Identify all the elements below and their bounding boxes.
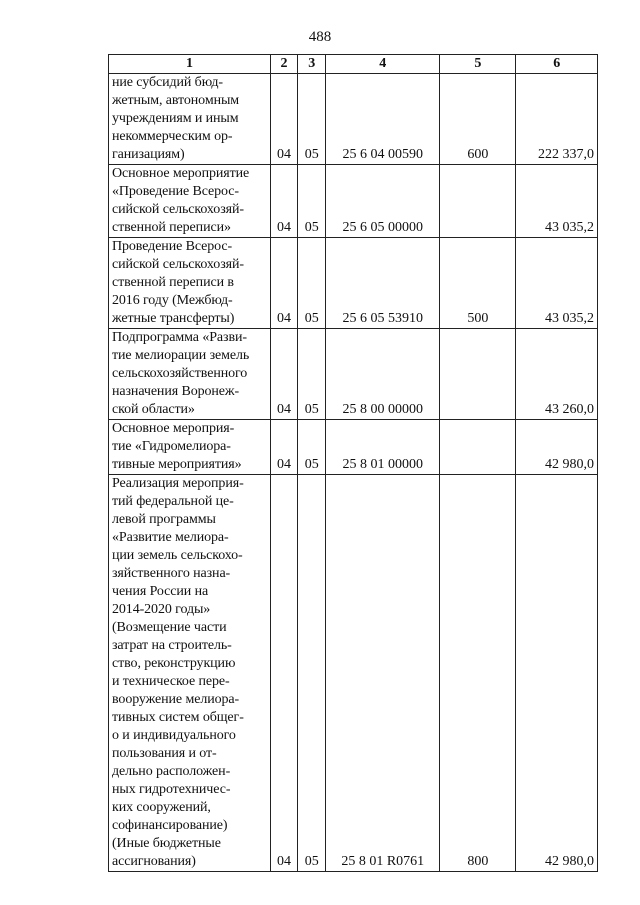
name-line: затрат на строитель- [112, 638, 232, 653]
table-row [109, 74, 598, 165]
subsection-cell: 05 [298, 420, 326, 475]
name-line: тивные мероприятия» [112, 457, 242, 472]
expense-type-cell: 800 [440, 475, 516, 872]
section-cell: 04 [270, 238, 297, 329]
name-line: учреждениям и иным [112, 111, 239, 126]
target-code-cell: 25 8 00 00000 [326, 329, 440, 420]
name-line: софинансирование) [112, 818, 228, 833]
amount-cell: 43 035,2 [516, 165, 598, 238]
name-line: чения России на [112, 584, 209, 599]
expense-type-cell [440, 420, 516, 475]
target-code-cell: 25 8 01 R0761 [326, 475, 440, 872]
name-line: 2016 году (Межбюд- [112, 293, 233, 308]
name-line: вооружение мелиора- [112, 692, 240, 707]
name-line: зяйственного назна- [112, 566, 231, 581]
name-line: (Возмещение части [112, 620, 227, 635]
table-body [109, 74, 598, 872]
amount-cell: 222 337,0 [516, 74, 598, 165]
subsection-cell: 05 [298, 329, 326, 420]
target-code-cell: 25 8 01 00000 [326, 420, 440, 475]
subsection-cell: 05 [298, 165, 326, 238]
header-col-1: 1 [109, 55, 271, 74]
name-line: сельскохозяйственного [112, 366, 248, 381]
target-code-cell: 25 6 05 00000 [326, 165, 440, 238]
target-code-cell: 25 6 04 00590 [326, 74, 440, 165]
section-cell: 04 [270, 329, 297, 420]
name-line: тие «Гидромелиора- [112, 439, 231, 454]
section-cell: 04 [270, 420, 297, 475]
table-row [109, 165, 598, 238]
name-line: ние субсидий бюд- [112, 75, 223, 90]
name-line: 2014-2020 годы» [112, 602, 211, 617]
name-line: дельно расположен- [112, 764, 231, 779]
amount-cell: 43 260,0 [516, 329, 598, 420]
name-line: Подпрограмма «Разви- [112, 330, 247, 345]
name-line: жетным, автономным [112, 93, 240, 108]
header-col-2: 2 [270, 55, 297, 74]
name-line: Основное мероприятие [112, 166, 250, 181]
name-line: «Проведение Всерос- [112, 184, 239, 199]
header-col-5: 5 [440, 55, 516, 74]
name-cell [109, 475, 271, 872]
name-line: Проведение Всерос- [112, 239, 233, 254]
name-line: Реализация мероприя- [112, 476, 244, 491]
name-line: сийской сельскохозяй- [112, 257, 244, 272]
name-line: ких сооружений, [112, 800, 211, 815]
table-row [109, 329, 598, 420]
name-line: левой программы [112, 512, 216, 527]
table-row [109, 475, 598, 872]
target-code-cell: 25 6 05 53910 [326, 238, 440, 329]
amount-cell: 43 035,2 [516, 238, 598, 329]
budget-table [108, 54, 598, 872]
name-line: «Развитие мелиора- [112, 530, 229, 545]
header-col-6: 6 [516, 55, 598, 74]
name-line: (Иные бюджетные [112, 836, 221, 851]
name-cell [109, 165, 271, 238]
expense-type-cell [440, 165, 516, 238]
name-line: назначения Воронеж- [112, 384, 240, 399]
name-line: и техническое пере- [112, 674, 230, 689]
header-col-4: 4 [326, 55, 440, 74]
section-cell: 04 [270, 475, 297, 872]
expense-type-cell: 600 [440, 74, 516, 165]
subsection-cell: 05 [298, 475, 326, 872]
name-cell [109, 74, 271, 165]
table-row [109, 238, 598, 329]
name-line: ской области» [112, 402, 195, 417]
name-line: ганизациям) [112, 147, 185, 162]
table-row [109, 420, 598, 475]
name-line: о и индивидуального [112, 728, 236, 743]
name-line: ассигнования) [112, 854, 196, 869]
subsection-cell: 05 [298, 238, 326, 329]
name-cell [109, 420, 271, 475]
amount-cell: 42 980,0 [516, 475, 598, 872]
name-line: ство, реконструкцию [112, 656, 236, 671]
header-col-3: 3 [298, 55, 326, 74]
subsection-cell: 05 [298, 74, 326, 165]
name-line: тивных систем общег- [112, 710, 244, 725]
page-number: 488 [308, 29, 332, 45]
expense-type-cell: 500 [440, 238, 516, 329]
name-cell [109, 329, 271, 420]
name-line: ственной переписи» [112, 220, 231, 235]
header-row [109, 55, 598, 74]
name-line: ции земель сельскохо- [112, 548, 243, 563]
section-cell: 04 [270, 74, 297, 165]
section-cell: 04 [270, 165, 297, 238]
name-line: ных гидротехничес- [112, 782, 231, 797]
name-line: жетные трансферты) [112, 311, 235, 326]
name-line: некоммерческим ор- [112, 129, 233, 144]
expense-type-cell [440, 329, 516, 420]
name-line: Основное мероприя- [112, 421, 235, 436]
name-cell [109, 238, 271, 329]
name-line: ственной переписи в [112, 275, 234, 290]
name-line: сийской сельскохозяй- [112, 202, 244, 217]
name-line: тий федеральной це- [112, 494, 234, 509]
name-line: тие мелиорации земель [112, 348, 250, 363]
amount-cell: 42 980,0 [516, 420, 598, 475]
name-line: пользования и от- [112, 746, 217, 761]
